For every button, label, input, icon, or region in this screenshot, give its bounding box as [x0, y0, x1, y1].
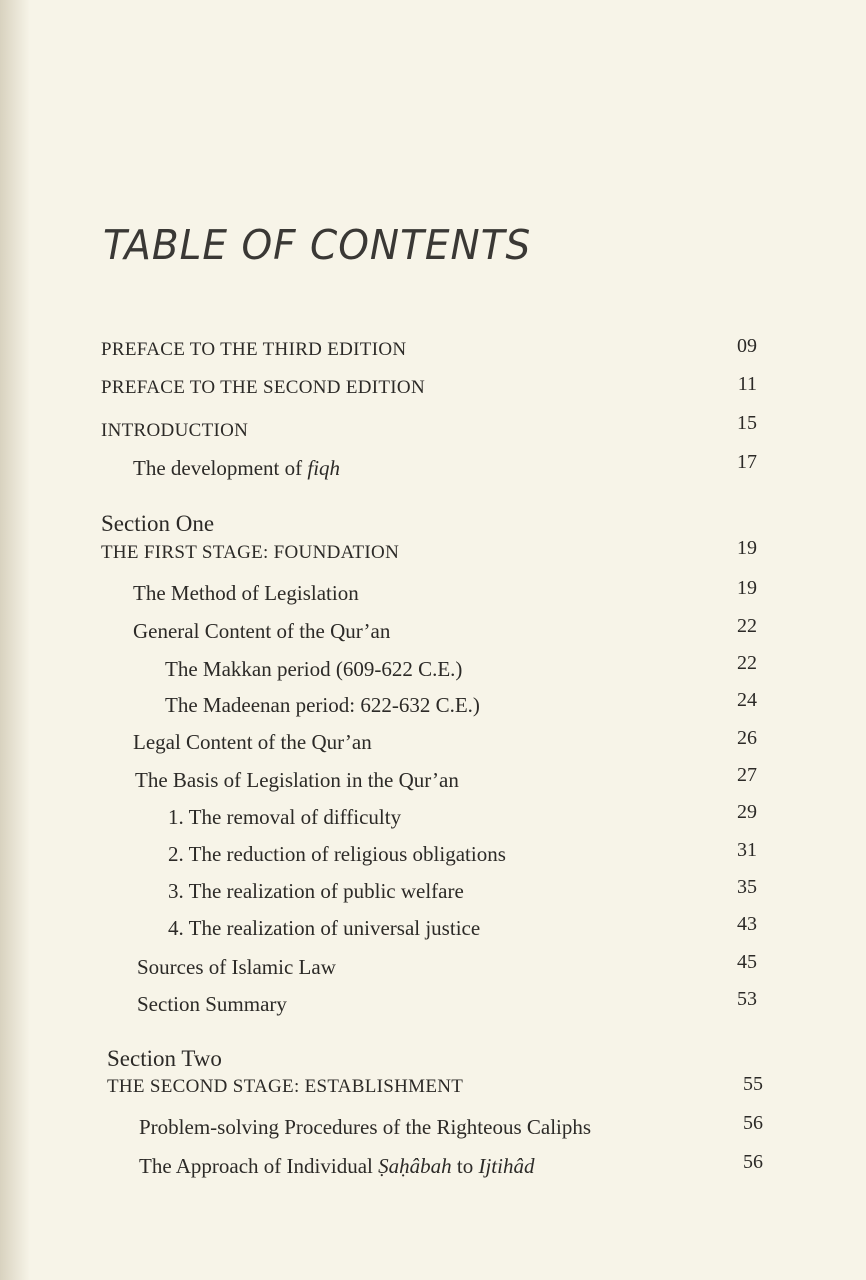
section-heading-two: Section Two [107, 1046, 222, 1071]
toc-page-number: 22 [737, 615, 757, 637]
toc-entry-righteous-caliphs: Problem-solving Procedures of the Righteous Caliphs [139, 1115, 592, 1139]
toc-entry-madeenan-period: The Madeenan period: 622-632 C.E.) [165, 693, 480, 717]
toc-entry-italic-term: Ṣaḥâbah [378, 1154, 452, 1178]
toc-entry-general-content: General Content of the Qur’an [133, 619, 391, 643]
toc-page-number: 09 [737, 335, 757, 357]
toc-entry-basis-of-legislation: The Basis of Legislation in the Qur’an [135, 768, 459, 792]
toc-entry-first-stage: THE FIRST STAGE: FOUNDATION [101, 542, 400, 563]
toc-page-number: 19 [737, 577, 757, 599]
toc-page-number: 55 [743, 1073, 763, 1095]
toc-page-number: 35 [737, 876, 757, 898]
page-binding-shadow [0, 0, 30, 1280]
toc-page-number: 26 [737, 727, 757, 749]
toc-entry-text: The development of [133, 456, 308, 480]
toc-entry-development-of-fiqh [133, 458, 340, 479]
toc-page-number: 15 [737, 412, 757, 434]
toc-page-number: 31 [737, 839, 757, 861]
toc-page-number: 45 [737, 951, 757, 973]
toc-entry-makkan-period: The Makkan period (609-622 C.E.) [165, 657, 463, 681]
toc-entry-legal-content: Legal Content of the Qur’an [133, 730, 372, 754]
page-title: TABLE OF CONTENTS [103, 222, 532, 270]
toc-page-number: 56 [743, 1112, 763, 1134]
toc-entry-italic-term: Ijtihâd [478, 1154, 535, 1178]
toc-page-number: 22 [737, 652, 757, 674]
toc-entry-method-of-legislation: The Method of Legislation [133, 581, 359, 605]
toc-entry-removal-of-difficulty: 1. The removal of difficulty [168, 805, 402, 829]
toc-page-number: 43 [737, 913, 757, 935]
toc-entry-universal-justice: 4. The realization of universal justice [168, 916, 481, 940]
section-heading-one: Section One [101, 511, 215, 536]
toc-entry-text: The Approach of Individual [139, 1154, 379, 1178]
toc-page-number: 17 [737, 451, 757, 473]
toc-entry-public-welfare: 3. The realization of public welfare [168, 879, 464, 903]
toc-page-number: 29 [737, 801, 757, 823]
toc-page-number: 27 [737, 764, 757, 786]
toc-page-number: 56 [743, 1151, 763, 1173]
toc-entry-preface-second: PREFACE TO THE SECOND EDITION [101, 377, 425, 398]
toc-entry-sources-islamic-law: Sources of Islamic Law [137, 955, 336, 979]
toc-page-number: 53 [737, 988, 757, 1010]
toc-entry-second-stage: THE SECOND STAGE: ESTABLISHMENT [107, 1076, 464, 1097]
toc-entry-text: to [451, 1154, 479, 1178]
toc-entry-italic-term: fiqh [307, 456, 341, 480]
toc-entry-section-summary: Section Summary [137, 992, 287, 1016]
toc-entry-preface-third: PREFACE TO THE THIRD EDITION [101, 339, 407, 360]
toc-page-number: 19 [737, 537, 757, 559]
toc-entry-introduction: INTRODUCTION [101, 420, 249, 441]
toc-page-number: 24 [737, 689, 757, 711]
toc-entry-individual-sahabah [139, 1156, 534, 1177]
toc-entry-reduction-obligations: 2. The reduction of religious obligations [168, 842, 506, 866]
toc-page-number: 11 [737, 373, 757, 395]
